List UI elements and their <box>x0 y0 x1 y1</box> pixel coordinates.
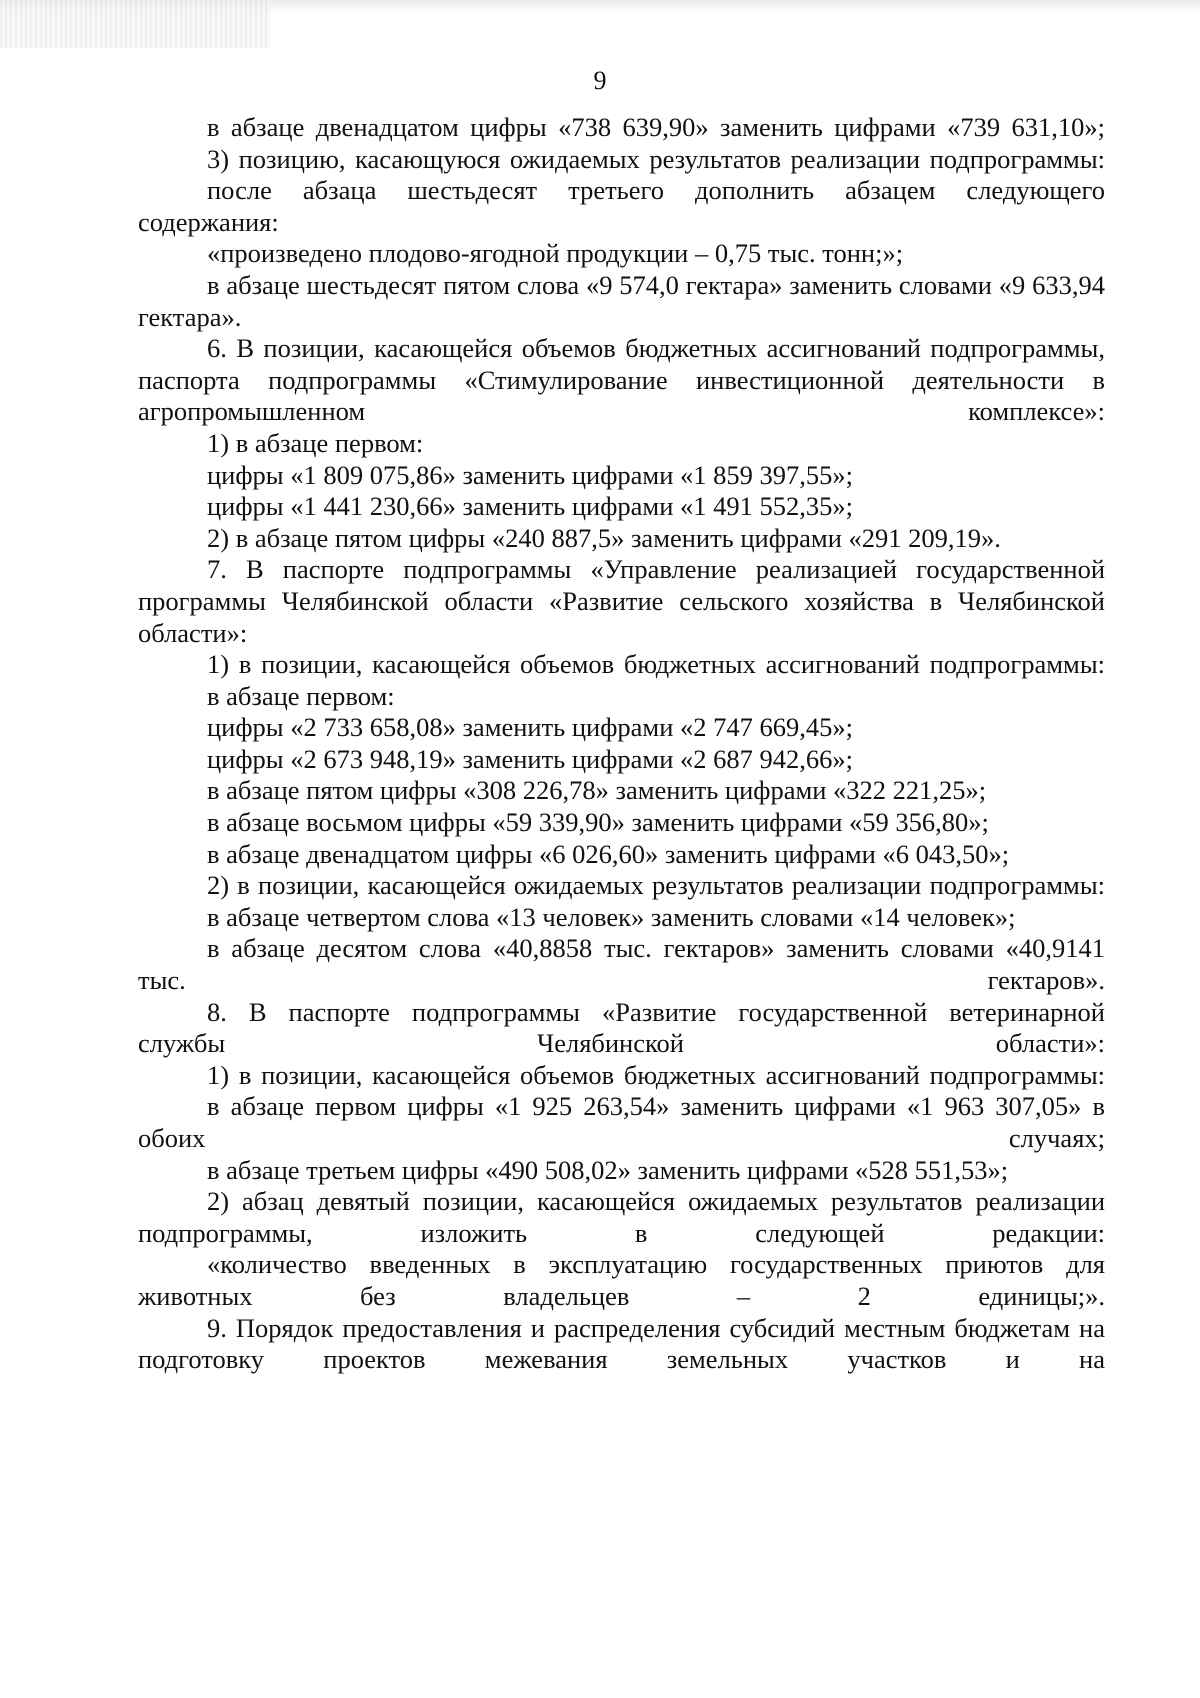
paragraph: цифры «2 673 948,19» заменить цифрами «2 687 942,66»; <box>207 743 853 774</box>
page-number: 9 <box>593 66 607 95</box>
paragraph: в абзаце первом цифры «1 925 263,54» заменить цифрами «1 963 307,05» в обоих случаях; <box>138 1091 1105 1153</box>
paragraph: в абзаце шестьдесят пятом слова «9 574,0 гектара» заменить словами «9 633,94 гектара». <box>138 269 1105 332</box>
paragraph: в абзаце пятом цифры «308 226,78» заменить цифрами «322 221,25»; <box>207 775 987 806</box>
paragraph: 2) в позиции, касающейся ожидаемых результатов реализации подпрограммы: <box>207 870 1105 901</box>
paragraph: 6. В позиции, касающейся объемов бюджетных ассигнований подпрограммы, паспорта подпрограммы «Стимулирование инвестиционной деятельности в агропромышленном комплексе»: <box>138 333 1105 427</box>
paragraph: 1) в позиции, касающейся объемов бюджетных ассигнований подпрограммы: <box>207 649 1105 680</box>
paragraph: 1) в позиции, касающейся объемов бюджетных ассигнований подпрограммы: <box>207 1059 1105 1090</box>
paragraph: 8. В паспорте подпрограммы «Развитие государственной ветеринарной службы Челябинской области»: <box>138 996 1105 1059</box>
paragraph: в абзаце четвертом слова «13 человек» заменить словами «14 человек»; <box>207 901 1016 932</box>
paragraph: 9. Порядок предоставления и распределения субсидий местным бюджетам на подготовку проектов межевания земельных участков и на <box>138 1312 1105 1375</box>
paragraph: в абзаце двенадцатом цифры «6 026,60» заменить цифрами «6 043,50»; <box>207 838 1010 869</box>
paragraph: 2) в абзаце пятом цифры «240 887,5» заменить цифрами «291 209,19». <box>207 522 1001 553</box>
paragraph: «произведено плодово-ягодной продукции – 0,75 тыс. тонн;»; <box>207 238 904 269</box>
paragraph: после абзаца шестьдесят третьего дополнить абзацем следующего содержания: <box>138 175 1105 237</box>
paragraph: 2) абзац девятый позиции, касающейся ожидаемых результатов реализации подпрограммы, изложить в следующей редакции: <box>138 1186 1105 1248</box>
paragraph: цифры «1 809 075,86» заменить цифрами «1 859 397,55»; <box>207 459 853 490</box>
paragraph: в абзаце десятом слова «40,8858 тыс. гектаров» заменить словами «40,9141 тыс. гектаров». <box>138 933 1105 996</box>
paragraph: 7. В паспорте подпрограммы «Управление реализацией государственной программы Челябинской области «Развитие сельского хозяйства в Челябинской области»: <box>138 554 1105 648</box>
paragraph: в абзаце третьем цифры «490 508,02» заменить цифрами «528 551,53»; <box>207 1154 1009 1185</box>
paragraph: в абзаце восьмом цифры «59 339,90» заменить цифрами «59 356,80»; <box>207 807 989 838</box>
paragraph: в абзаце первом: <box>207 680 395 711</box>
paragraph: цифры «1 441 230,66» заменить цифрами «1 491 552,35»; <box>207 491 853 522</box>
paragraph: 1) в абзаце первом: <box>207 427 424 458</box>
paragraph: «количество введенных в эксплуатацию государственных приютов для животных без владельцев – 2 единицы;». <box>138 1249 1105 1311</box>
paragraph: в абзаце двенадцатом цифры «738 639,90» заменить цифрами «739 631,10»; <box>207 112 1105 142</box>
document-body <box>138 112 1105 1376</box>
scan-artifact <box>0 0 270 48</box>
paragraph: цифры «2 733 658,08» заменить цифрами «2 747 669,45»; <box>207 712 853 743</box>
paragraph: 3) позицию, касающуюся ожидаемых результатов реализации подпрограммы: <box>207 143 1105 174</box>
